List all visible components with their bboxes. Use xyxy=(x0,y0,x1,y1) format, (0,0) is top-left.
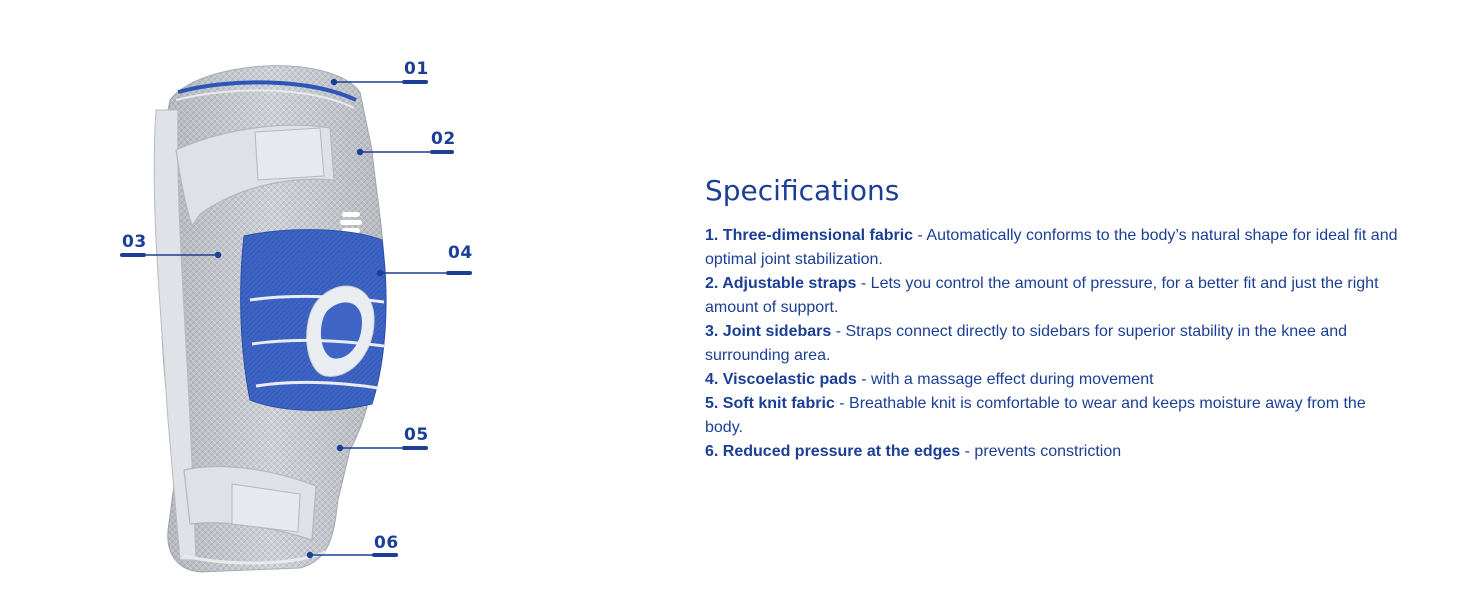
brand-logo-mark xyxy=(340,212,362,233)
callout-02: 02 xyxy=(431,129,456,149)
spec-item-text: Breathable knit is comfortable to wear and keeps moisture away from the body. xyxy=(705,395,1366,436)
spec-item-text: Automatically conforms to the body’s natural shape for ideal fit and optimal joint stabilization. xyxy=(705,227,1398,268)
spec-item-text: with a massage effect during movement xyxy=(871,371,1154,388)
callout-04: 04 xyxy=(448,243,473,263)
specifications-panel xyxy=(705,172,1405,464)
specifications-list xyxy=(705,224,1405,464)
spec-item-separator: - xyxy=(856,275,871,292)
spec-item-separator: - xyxy=(834,395,850,412)
spec-item-title: 1. Three-dimensional fabric xyxy=(705,227,914,244)
spec-item-title: 5. Soft knit fabric xyxy=(705,395,835,412)
spec-item-separator: - xyxy=(960,443,975,460)
specifications-heading: Specifications xyxy=(705,174,900,207)
knee-brace-illustration xyxy=(0,0,560,600)
spec-item-title: 6. Reduced pressure at the edges xyxy=(705,443,961,460)
spec-item-separator: - xyxy=(831,323,846,340)
callout-06: 06 xyxy=(374,533,399,553)
knee-brace-figure xyxy=(0,0,560,600)
spec-item-text: prevents constriction xyxy=(974,443,1122,460)
spec-item-text: Straps connect directly to sidebars for superior stability in the knee and surrounding area. xyxy=(705,323,1348,364)
spec-item-separator: - xyxy=(913,227,927,244)
callout-03: 03 xyxy=(122,232,147,252)
spec-item xyxy=(705,368,1405,392)
spec-item-separator: - xyxy=(856,371,872,388)
spec-item-text: Lets you control the amount of pressure, for a better fit and just the right amount of support. xyxy=(705,275,1379,316)
callout-01: 01 xyxy=(404,59,429,79)
spec-item xyxy=(705,224,1405,272)
spec-item-title: 3. Joint sidebars xyxy=(705,323,832,340)
spec-item xyxy=(705,392,1405,440)
spec-item xyxy=(705,440,1405,464)
spec-item-title: 4. Viscoelastic pads xyxy=(705,371,857,388)
spec-item xyxy=(705,320,1405,368)
spec-item xyxy=(705,272,1405,320)
spec-item-title: 2. Adjustable straps xyxy=(705,275,857,292)
callout-05: 05 xyxy=(404,425,429,445)
